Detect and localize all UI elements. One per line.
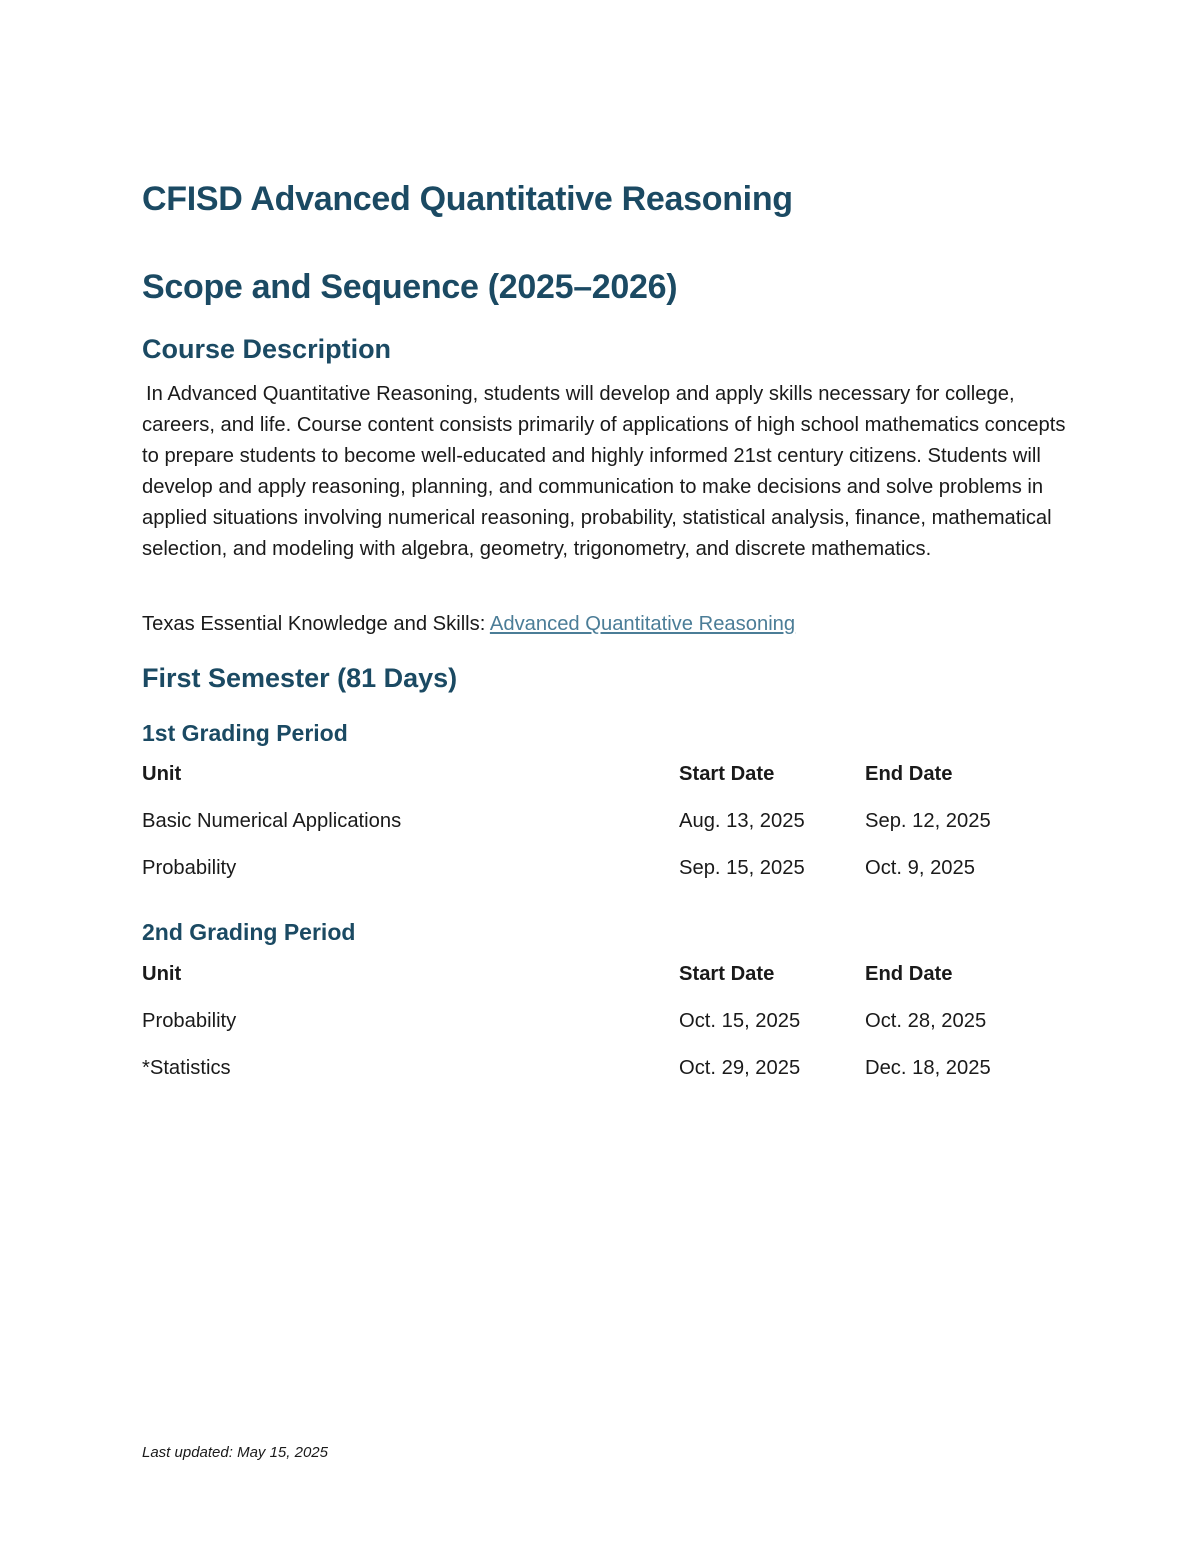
- course-description-body: In Advanced Quantitative Reasoning, students will develop and apply skills necessary for college, careers, and life. Course content consists primarily of applications of high school mathematics concepts to prepare students to become well-educated and highly informed 21st century citizens. Students will develop and apply reasoning, planning, and communication to make decisions and solve problems in applied situations involving numerical reasoning, probability, statistical analysis, finance, mathematical selection, and modeling with algebra, geometry, trigonometry, and discrete mathematics.: [142, 383, 1066, 560]
- teks-label: Texas Essential Knowledge and Skills:: [142, 613, 490, 635]
- unit-cell: Probability: [142, 857, 237, 879]
- end-date-cell: Oct. 28, 2025: [865, 1010, 987, 1032]
- column-header-end-date: End Date: [865, 963, 953, 985]
- table-header-row: [142, 751, 1065, 798]
- column-header-start-date: Start Date: [679, 763, 775, 785]
- start-date-cell: Oct. 29, 2025: [679, 1057, 801, 1079]
- table-row: [142, 1045, 1065, 1092]
- column-header-unit: Unit: [142, 763, 182, 785]
- course-description-heading: Course Description: [142, 334, 392, 364]
- grading-period-2-heading: 2nd Grading Period: [142, 919, 356, 945]
- end-date-cell: Oct. 9, 2025: [865, 857, 975, 879]
- grading-period-1-table: [142, 751, 1065, 892]
- end-date-cell: Dec. 18, 2025: [865, 1057, 991, 1079]
- column-header-unit: Unit: [142, 963, 182, 985]
- start-date-cell: Aug. 13, 2025: [679, 810, 805, 832]
- end-date-cell: Sep. 12, 2025: [865, 810, 991, 832]
- semester-heading: First Semester (81 Days): [142, 663, 458, 693]
- grading-period-1-heading: 1st Grading Period: [142, 720, 348, 746]
- table-row: [142, 998, 1065, 1045]
- column-header-end-date: End Date: [865, 763, 953, 785]
- document-title: CFISD Advanced Quantitative Reasoning: [142, 180, 793, 218]
- table-header-row: [142, 951, 1065, 998]
- grading-period-2-table: [142, 951, 1065, 1092]
- table-row: [142, 845, 1065, 892]
- start-date-cell: Oct. 15, 2025: [679, 1010, 801, 1032]
- unit-cell: *Statistics: [142, 1057, 231, 1079]
- unit-cell: Probability: [142, 1010, 237, 1032]
- start-date-cell: Sep. 15, 2025: [679, 857, 805, 879]
- unit-cell: Basic Numerical Applications: [142, 810, 402, 832]
- last-updated-footer: Last updated: May 15, 2025: [142, 1444, 328, 1461]
- teks-link[interactable]: Advanced Quantitative Reasoning: [489, 613, 796, 635]
- column-header-start-date: Start Date: [679, 963, 775, 985]
- table-row: [142, 798, 1065, 845]
- teks-line: [142, 613, 795, 636]
- document-subtitle: Scope and Sequence (2025–2026): [142, 268, 678, 306]
